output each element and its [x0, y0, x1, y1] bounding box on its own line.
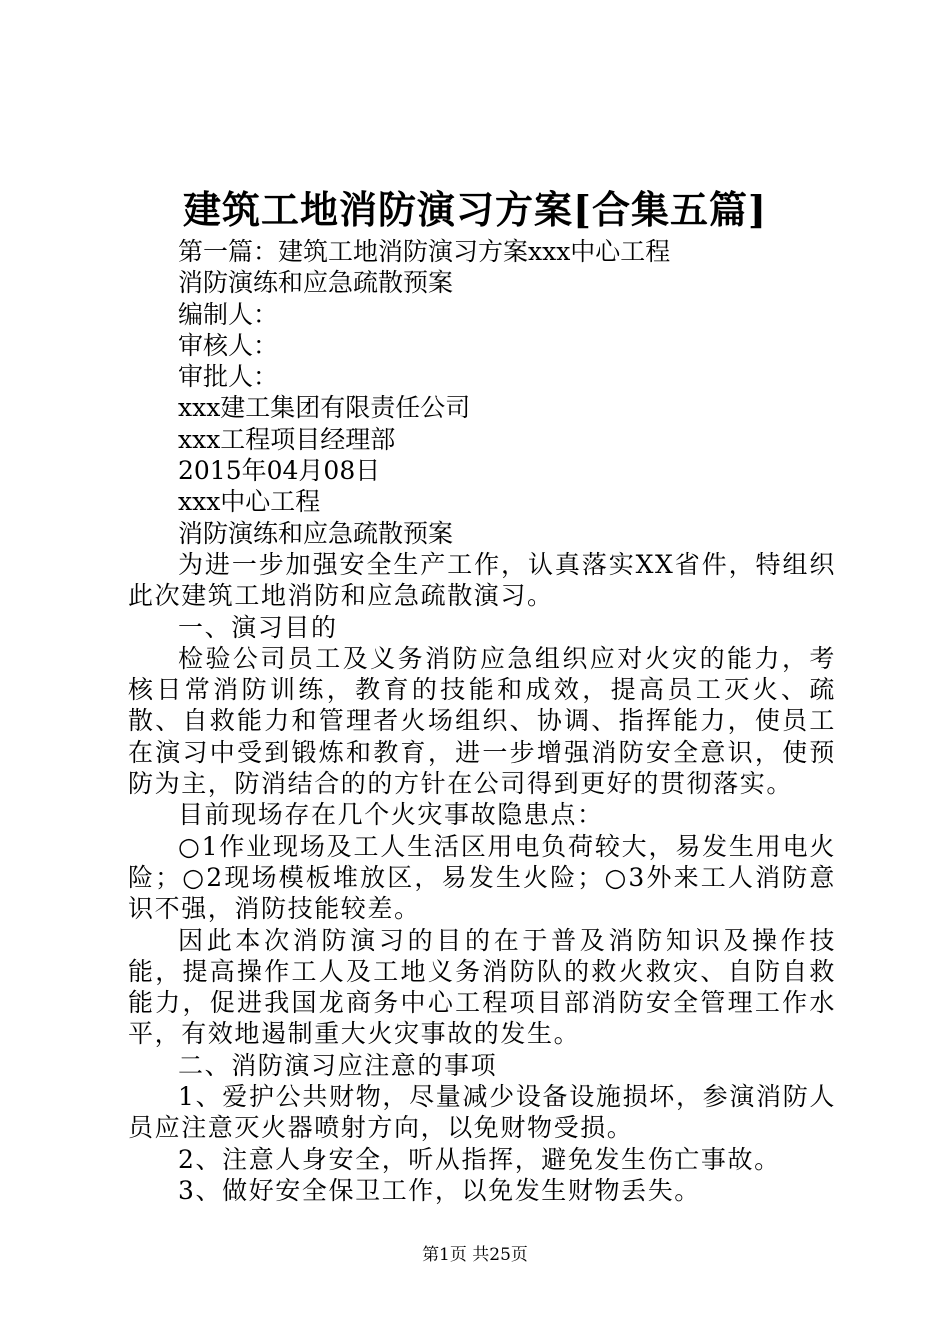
paragraph-purpose: 检验公司员工及义务消防应急组织应对火灾的能力，考核日常消防训练，教育的技能和成效，提高员工灭火、疏散、自救能力和管理者火场组织、协调、指挥能力，使员工在演习中受到锻炼和教育，进一步增强消防安全意识，使预防为主，防消结合的的方针在公司得到更好的贯彻落实。 — [128, 643, 836, 799]
document-body — [128, 236, 836, 1206]
cover-line-part-title: 第一篇：建筑工地消防演习方案xxx中心工程 — [178, 237, 671, 266]
cover-line-author: 编制人： — [178, 299, 279, 329]
page-footer: 第1页 共25页 — [422, 1245, 528, 1265]
cover-line-company: xxx建工集团有限责任公司 — [178, 393, 471, 423]
list-item-precaution-2: 2、注意人身安全，听从指挥，避免发生伤亡事故。 — [178, 1144, 781, 1174]
cover-line-date: 2015年04月08日 — [178, 456, 381, 486]
paragraph-drill-goal: 因此本次消防演习的目的在于普及消防知识及操作技能，提高操作工人及工地义务消防队的救火救灾、自防自救能力，促进我国龙商务中心工程项目部消防安全管理工作水平，有效地遏制重大火灾事故的发生。 — [128, 925, 836, 1049]
paragraph-hazards-list: ○1作业现场及工人生活区用电负荷较大，易发生用电火险；○2现场模板堆放区，易发生火险；○3外来工人消防意识不强，消防技能较差。 — [128, 831, 836, 924]
list-item-precaution-1: 1、爱护公共财物，尽量减少设备设施损坏，参演消防人员应注意灭火器喷射方向，以免财物受损。 — [128, 1082, 836, 1143]
paragraph-hazards-intro: 目前现场存在几个火灾事故隐患点： — [178, 800, 604, 830]
cover-line-plan-name: 消防演练和应急疏散预案 — [178, 268, 454, 298]
section-heading-precautions: 二、消防演习应注意的事项 — [178, 1050, 498, 1080]
section-heading-purpose: 一、演习目的 — [178, 612, 338, 642]
document-title: 建筑工地消防演习方案[合集五篇] — [183, 187, 767, 232]
list-item-precaution-3: 3、做好安全保卫工作，以免发生财物丢失。 — [178, 1175, 701, 1205]
cover-line-approver: 审批人： — [178, 362, 279, 392]
cover-line-plan-heading: 消防演练和应急疏散预案 — [178, 518, 454, 548]
paragraph-intro: 为进一步加强安全生产工作，认真落实XX省件，特组织此次建筑工地消防和应急疏散演习。 — [128, 549, 836, 611]
cover-line-reviewer: 审核人： — [178, 330, 279, 360]
cover-line-project: xxx中心工程 — [178, 487, 321, 517]
cover-line-department: xxx工程项目经理部 — [178, 424, 396, 454]
